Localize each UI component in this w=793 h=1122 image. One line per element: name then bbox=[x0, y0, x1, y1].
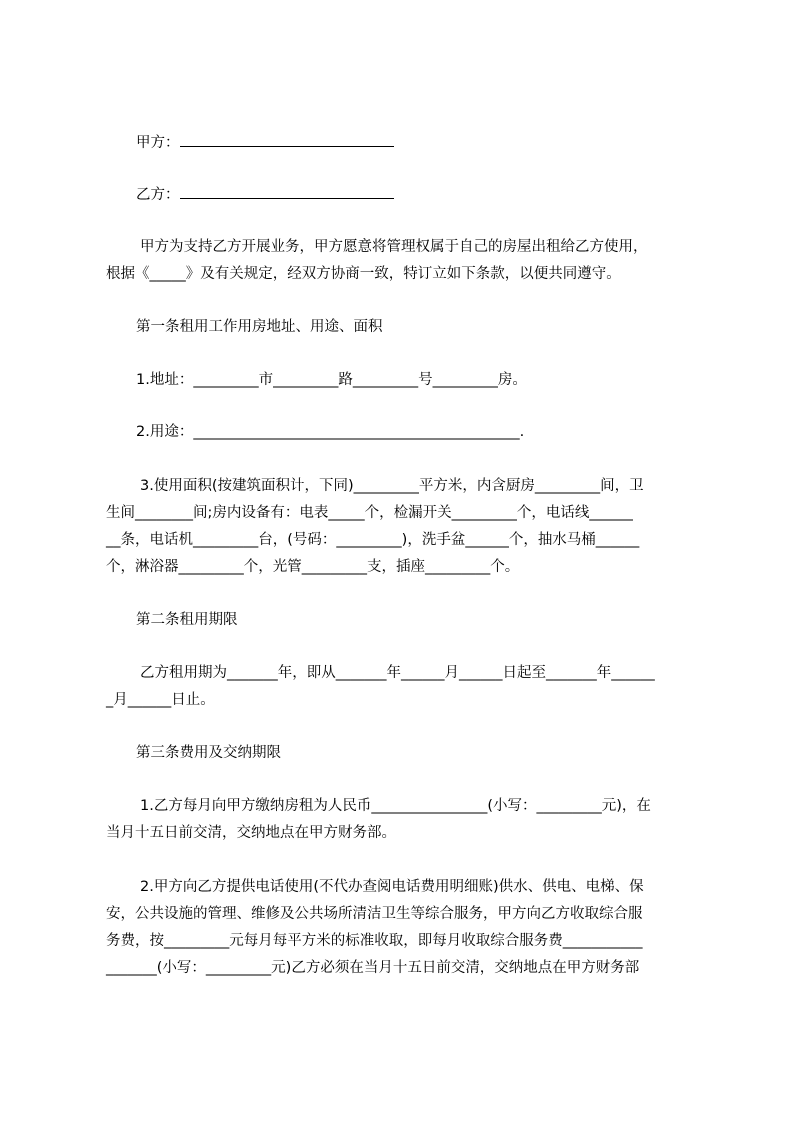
party-b-blank bbox=[180, 184, 394, 199]
article3-rent-line-2: 当月十五日前交清，交纳地点在甲方财务部。 bbox=[106, 825, 396, 841]
article2-title: 第二条租用期限 bbox=[136, 612, 238, 628]
article3-rent-line-1: 1.乙方每月向甲方缴纳房租为人民币________________(小写：_________元)，在 bbox=[140, 798, 651, 814]
article1-usage: 2.用途：_____________________________________________. bbox=[136, 424, 525, 440]
party-a-label: 甲方： bbox=[136, 135, 180, 151]
article3-service-line-1: 2.甲方向乙方提供电话使用(不代办查阅电话费用明细账)供水、供电、电梯、保 bbox=[140, 879, 644, 895]
article1-area-line-2: 生间________间;房内设备有：电表_____个，检漏开关_________个，电话线______ bbox=[106, 505, 633, 521]
article3-service-line-2: 安，公共设施的管理、维修及公共场所清洁卫生等综合服务，甲方向乙方收取综合服 bbox=[106, 906, 643, 922]
article2-line-1: 乙方租用期为_______年，即从_______年______月______日起至_______年______ bbox=[140, 665, 655, 681]
party-b-line bbox=[136, 184, 394, 205]
article2-line-2: _月______日止。 bbox=[106, 692, 215, 708]
party-b-label: 乙方： bbox=[136, 187, 180, 203]
article1-address: 1.地址：_________市_________路_________号_________房。 bbox=[136, 372, 527, 388]
intro-line-1: 甲方为支持乙方开展业务，甲方愿意将管理权属于自己的房屋出租给乙方使用， bbox=[140, 239, 648, 255]
article3-title: 第三条费用及交纳期限 bbox=[136, 745, 281, 761]
article1-title: 第一条租用工作用房地址、用途、面积 bbox=[136, 319, 383, 335]
article3-service-line-3: 务费，按_________元每月每平方米的标准收取，即每月收取综合服务费___________ bbox=[106, 933, 643, 949]
article1-area-line-4: 个，淋浴器_________个，光管_________支，插座_________个。 bbox=[106, 559, 520, 575]
article1-area-line-3: __条，电话机_________台，(号码：_________)，洗手盆______个，抽水马桶______ bbox=[106, 532, 640, 548]
intro-line-2: 根据《_____》及有关规定，经双方协商一致，特订立如下条款，以便共同遵守。 bbox=[106, 266, 621, 282]
article3-service-line-4: _______(小写：_________元)乙方必须在当月十五日前交清，交纳地点在甲方财务部 bbox=[106, 960, 640, 976]
article1-area-line-1: 3.使用面积(按建筑面积计，下同)_________平方米，内含厨房_________间，卫 bbox=[140, 478, 644, 494]
party-a-blank bbox=[180, 132, 394, 147]
party-a-line bbox=[136, 132, 394, 153]
